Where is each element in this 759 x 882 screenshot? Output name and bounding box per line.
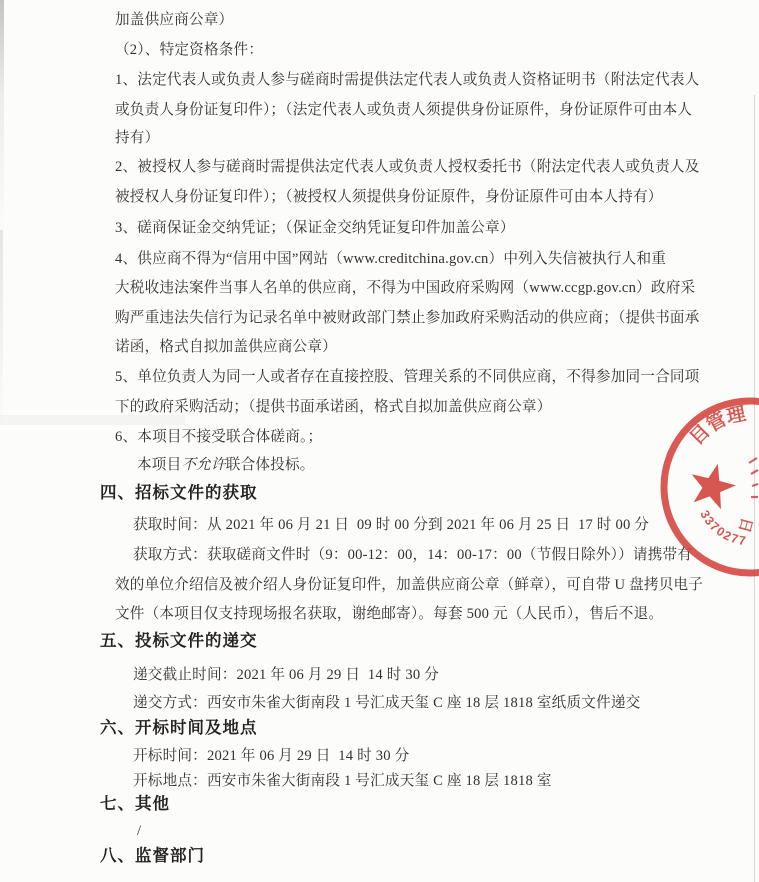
doc-line: 文件（本项目仅支持现场报名获取，谢绝邮寄）。每套 500 元（人民币），售后不退。 [115,606,664,622]
note-pre: 本项目 [137,457,182,473]
stamp-star-icon [685,458,740,511]
doc-line: 获取时间：从 2021 年 06 月 21 日 09 时 00 分到 2021 年 06 月 25 日 17 时 00 分 [133,517,650,533]
doc-line: 加盖供应商公章） [115,12,234,28]
doc-line: 2、被授权人参与磋商时需提供法定代表人或负责人授权委托书（附法定代表人或负责人及 [115,159,700,175]
doc-line: 递交方式：西安市朱雀大街南段 1 号汇成天玺 C 座 18 层 1818 室纸质文件递交 [133,695,641,711]
doc-line-joint-bid-note [137,458,315,473]
doc-line: 开标时间：2021 年 06 月 29 日 14 时 30 分 [133,748,410,764]
doc-line: 5、单位负责人为同一人或者存在直接控股、管理关系的不同供应商，不得参加同一合同项 [115,369,700,385]
doc-line: 大税收违法案件当事人名单的供应商，不得为中国政府采购网（www.ccgp.gov.cn）政府采 [115,280,696,296]
doc-line: 下的政府采购活动；（提供书面承诺函，格式自拟加盖供应商公章） [115,399,552,415]
note-italic: 不允许 [181,457,226,473]
section-heading-supervision: 八、监督部门 [100,847,205,865]
scan-artifact-band [0,415,185,425]
doc-line: 购严重违法失信行为记录名单中被财政部门禁止参加政府采购活动的供应商；（提供书面承 [115,310,700,326]
section-heading-other: 七、其他 [100,795,170,813]
stamp-partial-char: 日 [735,515,756,535]
section-heading-bid-submission: 五、投标文件的递交 [100,632,258,650]
doc-line: 1、法定代表人或负责人参与磋商时需提供法定代表人或负责人资格证明书（附法定代表人 [115,72,700,88]
doc-line: 获取方式：获取磋商文件时（9：00-12：00，14：00-17：00（节假日除外））请携带有 [133,547,693,563]
section-heading-bid-opening: 六、开标时间及地点 [100,719,258,737]
doc-line: 6、本项目不接受联合体磋商。； [115,429,323,445]
doc-line: 持有） [115,130,160,146]
note-post: 联合体投标。 [225,457,315,473]
doc-line: 诺函，格式自拟加盖供应商公章） [115,339,337,355]
red-seal-stamp [648,385,759,590]
doc-line: 3、磋商保证金交纳凭证；（保证金交纳凭证复印件加盖公章） [115,220,515,236]
doc-line: / [137,823,142,839]
scan-edge-left [0,0,4,240]
stamp-partial-glyphs [749,458,758,497]
doc-line: 递交截止时间：2021 年 06 月 29 日 14 时 30 分 [133,667,439,683]
doc-line: 开标地点：西安市朱雀大街南段 1 号汇成天玺 C 座 18 层 1818 室 [133,773,552,789]
doc-line: 被授权人身份证复印件）；（被授权人须提供身份证原件，身份证原件可由本人持有） [115,189,663,205]
stamp-arc-text: 目管理 [686,403,748,450]
scan-edge-left-lower [0,230,3,430]
doc-line: （2）、特定资格条件： [115,42,264,58]
section-heading-obtain-documents: 四、招标文件的获取 [100,484,258,502]
doc-line: 或负责人身份证复印件）；（法定代表人或负责人须提供身份证原件，身份证原件可由本人 [115,102,693,118]
doc-line: 4、供应商不得为“信用中国”网站（www.creditchina.gov.cn）中列入失信被执行人和重 [115,251,667,267]
stamp-serial-number: 3370277 [697,507,749,549]
doc-line: 效的单位介绍信及被介绍人身份证复印件，加盖供应商公章（鲜章），可自带 U 盘拷贝电子 [115,577,704,593]
